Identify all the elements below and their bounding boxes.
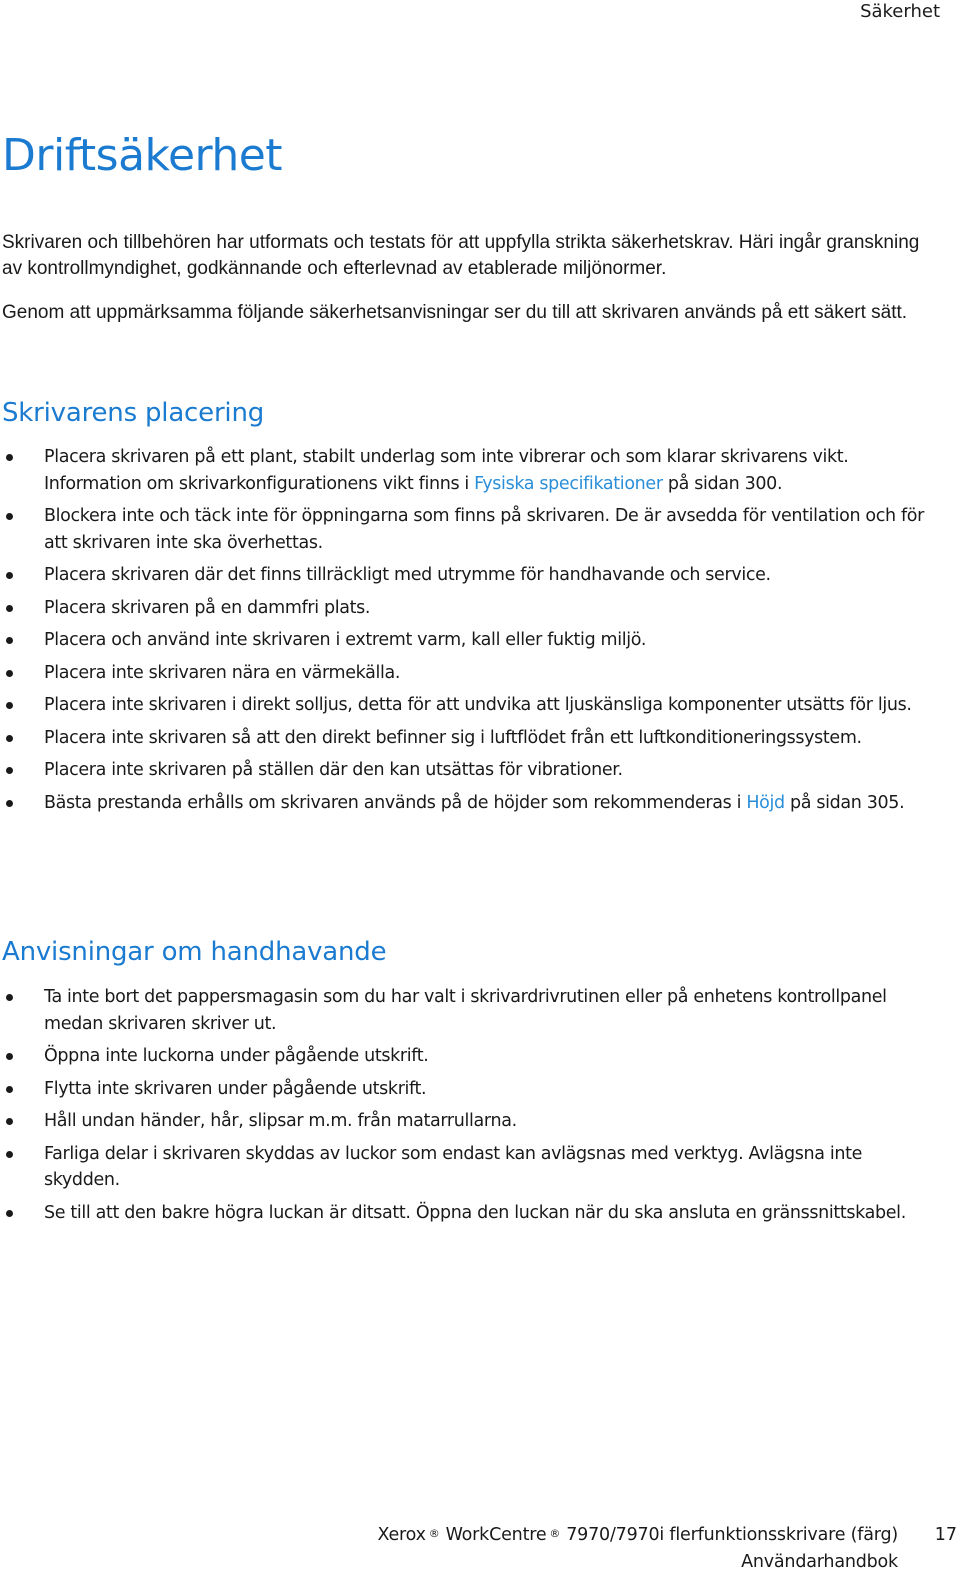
bullet-icon <box>6 702 13 709</box>
page-title: Driftsäkerhet <box>2 130 283 181</box>
footer-product: WorkCentre <box>445 1525 547 1545</box>
bullet-icon <box>6 572 13 579</box>
list-item-text: Placera och använd inte skrivaren i extremt varm, kall eller fuktig miljö. <box>44 630 647 650</box>
footer-model: 7970/7970i flerfunktionsskrivare (färg) <box>566 1525 898 1545</box>
bullet-icon <box>6 670 13 677</box>
list-item-text: Placera inte skrivaren på ställen där den kan utsättas för vibrationer. <box>44 760 623 780</box>
list-item <box>0 1141 930 1194</box>
intro-paragraph: Genom att uppmärksamma följande säkerhetsanvisningar ser du till att skrivaren används på ett säkert sätt. <box>2 302 908 323</box>
list-item <box>0 725 930 752</box>
list-item-text: Se till att den bakre högra luckan är ditsatt. Öppna den luckan när du ska ansluta en gränssnittskabel. <box>44 1202 906 1223</box>
list-item-text: Placera inte skrivaren i direkt solljus, detta för att undvika att ljuskänsliga komponenter utsätts för ljus. <box>44 695 912 715</box>
bullet-icon <box>6 735 13 742</box>
running-header: Säkerhet <box>860 1 940 22</box>
section-heading-placement: Skrivarens placering <box>2 398 265 428</box>
list-item-text: på sidan 305. <box>784 792 905 813</box>
list-item-text: Ta inte bort det pappersmagasin som du har valt i skrivardrivrutinen eller på enhetens kontrollpanel medan skrivaren skriver ut. <box>44 987 887 1034</box>
bullet-icon <box>6 767 13 774</box>
list-item-text: Bästa prestanda erhålls om skrivaren används på de höjder som rekommenderas i <box>44 792 747 813</box>
list-item <box>0 444 930 497</box>
link-altitude[interactable]: Höjd <box>746 792 785 813</box>
list-item <box>0 562 930 589</box>
bullet-icon <box>6 994 13 1001</box>
section-heading-handling: Anvisningar om handhavande <box>2 937 387 967</box>
list-item <box>0 1200 930 1227</box>
list-item <box>0 1108 930 1135</box>
list-item-text: på sidan 300. <box>662 473 783 494</box>
bullet-icon <box>6 637 13 644</box>
footer-doc-name: Användarhandbok <box>741 1552 898 1572</box>
bullet-icon <box>6 1118 13 1125</box>
bullet-icon <box>6 1151 13 1158</box>
list-item-text: Öppna inte luckorna under pågående utskrift. <box>44 1046 429 1066</box>
list-item-text: Placera inte skrivaren nära en värmekälla. <box>44 662 401 683</box>
handling-list <box>0 984 930 1232</box>
list-item <box>0 1076 930 1103</box>
list-item-text: Håll undan händer, hår, slipsar m.m. från matarrullarna. <box>44 1111 517 1131</box>
list-item-text: Placera skrivaren på en dammfri plats. <box>44 597 371 618</box>
list-item-text: Blockera inte och täck inte för öppningarna som finns på skrivaren. De är avsedda för ventilation och för att skrivaren inte ska överhettas. <box>44 506 925 553</box>
bullet-icon <box>6 513 13 520</box>
list-item <box>0 1043 930 1070</box>
bullet-icon <box>6 800 13 807</box>
list-item-text: Placera inte skrivaren så att den direkt befinner sig i luftflödet från ett luftkonditioneringssystem. <box>44 727 862 748</box>
list-item <box>0 984 930 1037</box>
placement-list <box>0 444 930 822</box>
list-item-text: Placera skrivaren på ett plant, stabilt underlag som inte vibrerar och som klarar skrivarens vikt. Information om skrivarkonfigurationens vikt finns i <box>44 447 849 494</box>
page-footer <box>377 1522 898 1576</box>
registered-mark: ® <box>549 1527 561 1540</box>
bullet-icon <box>6 1053 13 1060</box>
page-number: 17 <box>934 1525 957 1545</box>
list-item <box>0 660 930 687</box>
list-item-text: Flytta inte skrivaren under pågående utskrift. <box>44 1078 427 1099</box>
list-item <box>0 692 930 719</box>
list-item <box>0 595 930 622</box>
list-item-text: Farliga delar i skrivaren skyddas av luckor som endast kan avlägsnas med verktyg. Avlägsna inte skydden. <box>44 1143 863 1190</box>
bullet-icon <box>6 1210 13 1217</box>
bullet-icon <box>6 1086 13 1093</box>
list-item <box>0 757 930 784</box>
intro-paragraph: Skrivaren och tillbehören har utformats och testats för att uppfylla strikta säkerhetskrav. Häri ingår granskning av kontrollmyndighet, godkännande och efterlevnad av etablerade miljönormer. <box>2 232 920 279</box>
bullet-icon <box>6 454 13 461</box>
list-item <box>0 790 930 817</box>
footer-product-line <box>377 1522 898 1549</box>
list-item <box>0 503 930 556</box>
list-item-text: Placera skrivaren där det finns tillräckligt med utrymme för handhavande och service. <box>44 565 771 585</box>
bullet-icon <box>6 605 13 612</box>
link-physical-specs[interactable]: Fysiska specifikationer <box>474 473 663 494</box>
footer-brand: Xerox <box>377 1525 426 1545</box>
registered-mark: ® <box>428 1527 440 1540</box>
list-item <box>0 627 930 654</box>
